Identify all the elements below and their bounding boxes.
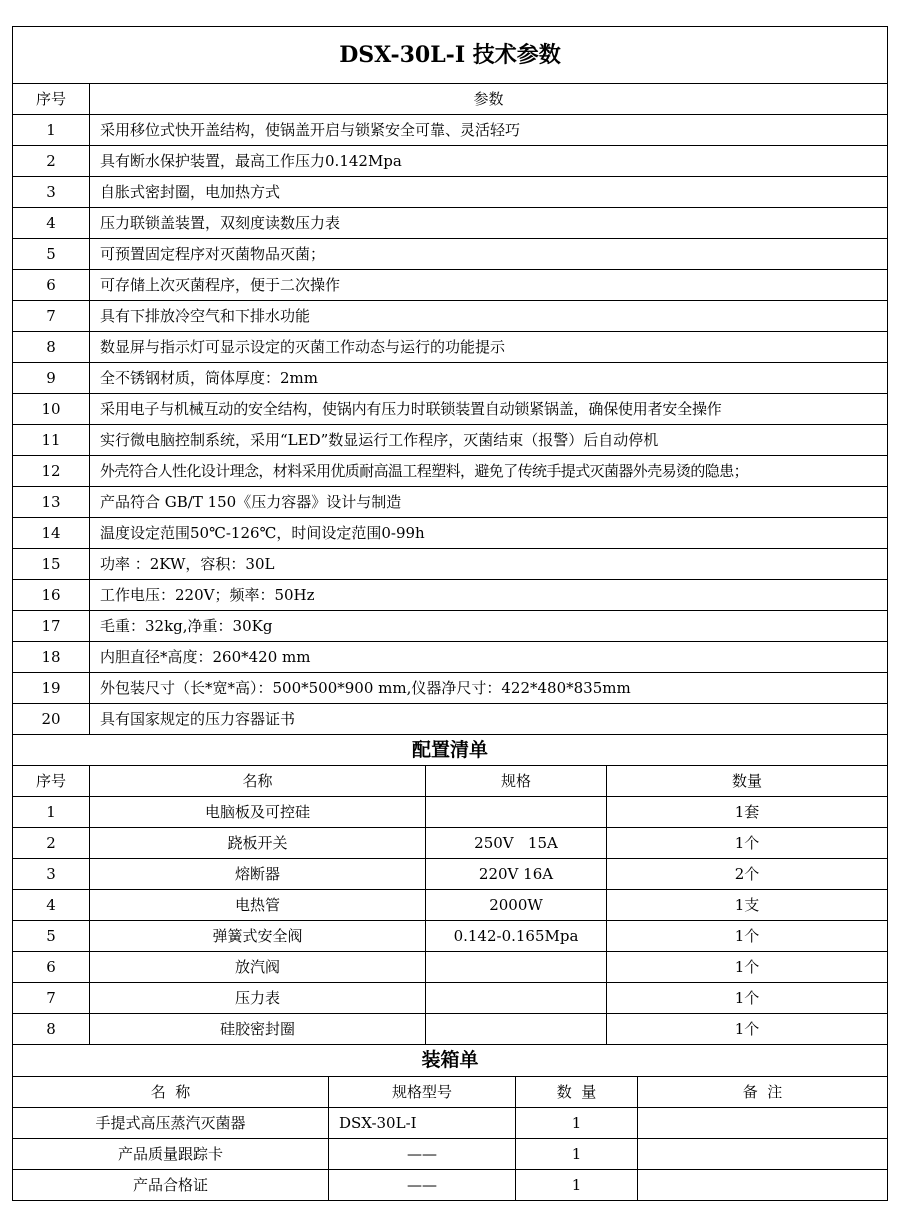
params-table xyxy=(12,26,888,735)
param-text: 外包装尺寸（长*宽*高）：500*500*900 mm,仪器净尺寸：422*480*835mm xyxy=(90,673,888,704)
packing-row xyxy=(13,1108,888,1139)
param-text: 可存储上次灭菌程序，便于二次操作 xyxy=(90,270,888,301)
params-header-no: 序号 xyxy=(13,84,90,115)
config-table xyxy=(12,734,888,1045)
config-row xyxy=(13,921,888,952)
config-no: 5 xyxy=(13,921,90,952)
param-no: 9 xyxy=(13,363,90,394)
config-qty: 1个 xyxy=(607,952,888,983)
document-title: DSX-30L-I 技术参数 xyxy=(13,27,888,84)
packing-model: DSX-30L-I xyxy=(329,1108,516,1139)
params-row xyxy=(13,394,888,425)
param-text: 工作电压：220V；频率：50Hz xyxy=(90,580,888,611)
param-text: 压力联锁盖装置，双刻度读数压力表 xyxy=(90,208,888,239)
config-row xyxy=(13,983,888,1014)
config-spec xyxy=(426,1014,607,1045)
param-no: 13 xyxy=(13,487,90,518)
params-row xyxy=(13,208,888,239)
config-header-qty: 数量 xyxy=(607,766,888,797)
param-text: 具有断水保护装置，最高工作压力0.142Mpa xyxy=(90,146,888,177)
config-no: 7 xyxy=(13,983,90,1014)
config-qty: 1个 xyxy=(607,1014,888,1045)
packing-header-qty: 数 量 xyxy=(516,1077,638,1108)
config-qty: 1个 xyxy=(607,921,888,952)
params-row xyxy=(13,456,888,487)
params-row xyxy=(13,642,888,673)
packing-model: —— xyxy=(329,1139,516,1170)
packing-table xyxy=(12,1044,888,1201)
params-header-row xyxy=(13,84,888,115)
config-qty: 1套 xyxy=(607,797,888,828)
params-row xyxy=(13,177,888,208)
spec-sheet xyxy=(12,26,887,1201)
packing-remark xyxy=(638,1139,888,1170)
config-qty: 1个 xyxy=(607,828,888,859)
params-row xyxy=(13,611,888,642)
packing-header-model: 规格型号 xyxy=(329,1077,516,1108)
param-no: 3 xyxy=(13,177,90,208)
config-no: 4 xyxy=(13,890,90,921)
params-row xyxy=(13,518,888,549)
packing-qty: 1 xyxy=(516,1170,638,1201)
params-row xyxy=(13,363,888,394)
config-spec: 0.142-0.165Mpa xyxy=(426,921,607,952)
config-qty: 1支 xyxy=(607,890,888,921)
params-row xyxy=(13,301,888,332)
param-text: 温度设定范围50℃-126℃，时间设定范围0-99h xyxy=(90,518,888,549)
param-text: 采用移位式快开盖结构，使锅盖开启与锁紧安全可靠、灵活轻巧 xyxy=(90,115,888,146)
params-row xyxy=(13,239,888,270)
params-row xyxy=(13,487,888,518)
config-row xyxy=(13,890,888,921)
param-text: 采用电子与机械互动的安全结构，使锅内有压力时联锁装置自动锁紧锅盖，确保使用者安全操作 xyxy=(90,394,888,425)
config-name: 熔断器 xyxy=(90,859,426,890)
packing-header-name: 名 称 xyxy=(13,1077,329,1108)
config-name: 放汽阀 xyxy=(90,952,426,983)
packing-name: 手提式高压蒸汽灭菌器 xyxy=(13,1108,329,1139)
param-text: 全不锈钢材质，筒体厚度：2mm xyxy=(90,363,888,394)
param-no: 20 xyxy=(13,704,90,735)
param-no: 6 xyxy=(13,270,90,301)
param-text: 具有国家规定的压力容器证书 xyxy=(90,704,888,735)
config-header-spec: 规格 xyxy=(426,766,607,797)
param-no: 11 xyxy=(13,425,90,456)
params-header-param: 参数 xyxy=(90,84,888,115)
param-text: 自胀式密封圈，电加热方式 xyxy=(90,177,888,208)
config-qty: 1个 xyxy=(607,983,888,1014)
packing-header-remark: 备 注 xyxy=(638,1077,888,1108)
packing-name: 产品质量跟踪卡 xyxy=(13,1139,329,1170)
config-no: 3 xyxy=(13,859,90,890)
param-no: 7 xyxy=(13,301,90,332)
config-row xyxy=(13,797,888,828)
config-header-row xyxy=(13,766,888,797)
param-no: 16 xyxy=(13,580,90,611)
param-no: 15 xyxy=(13,549,90,580)
param-no: 10 xyxy=(13,394,90,425)
packing-qty: 1 xyxy=(516,1108,638,1139)
packing-header-row xyxy=(13,1077,888,1108)
config-spec xyxy=(426,797,607,828)
config-row xyxy=(13,828,888,859)
config-name: 电脑板及可控硅 xyxy=(90,797,426,828)
param-no: 1 xyxy=(13,115,90,146)
config-title: 配置清单 xyxy=(13,735,888,766)
params-row xyxy=(13,704,888,735)
config-spec: 220V 16A xyxy=(426,859,607,890)
config-qty: 2个 xyxy=(607,859,888,890)
config-spec: 2000W xyxy=(426,890,607,921)
config-row xyxy=(13,859,888,890)
config-name: 电热管 xyxy=(90,890,426,921)
params-row xyxy=(13,425,888,456)
param-no: 12 xyxy=(13,456,90,487)
packing-model: —— xyxy=(329,1170,516,1201)
param-text: 内胆直径*高度：260*420 mm xyxy=(90,642,888,673)
param-no: 8 xyxy=(13,332,90,363)
params-row xyxy=(13,270,888,301)
config-name: 弹簧式安全阀 xyxy=(90,921,426,952)
param-text: 可预置固定程序对灭菌物品灭菌； xyxy=(90,239,888,270)
params-row xyxy=(13,115,888,146)
config-name: 硅胶密封圈 xyxy=(90,1014,426,1045)
param-no: 18 xyxy=(13,642,90,673)
config-spec xyxy=(426,952,607,983)
param-text: 具有下排放冷空气和下排水功能 xyxy=(90,301,888,332)
packing-title: 装箱单 xyxy=(13,1045,888,1077)
params-row xyxy=(13,549,888,580)
params-row xyxy=(13,332,888,363)
config-no: 8 xyxy=(13,1014,90,1045)
param-no: 14 xyxy=(13,518,90,549)
packing-row xyxy=(13,1139,888,1170)
config-no: 1 xyxy=(13,797,90,828)
packing-name: 产品合格证 xyxy=(13,1170,329,1201)
param-text: 产品符合 GB/T 150《压力容器》设计与制造 xyxy=(90,487,888,518)
param-no: 2 xyxy=(13,146,90,177)
params-row xyxy=(13,580,888,611)
param-text: 功率 ：2KW，容积：30L xyxy=(90,549,888,580)
packing-qty: 1 xyxy=(516,1139,638,1170)
config-row xyxy=(13,952,888,983)
param-text: 实行微电脑控制系统，采用“LED”数显运行工作程序，灭菌结束（报警）后自动停机 xyxy=(90,425,888,456)
params-row xyxy=(13,673,888,704)
param-text: 毛重：32kg,净重：30Kg xyxy=(90,611,888,642)
config-name: 跷板开关 xyxy=(90,828,426,859)
config-header-no: 序号 xyxy=(13,766,90,797)
param-text: 外壳符合人性化设计理念，材料采用优质耐高温工程塑料，避免了传统手提式灭菌器外壳易烫的隐患； xyxy=(90,456,888,487)
param-no: 19 xyxy=(13,673,90,704)
config-spec: 250V 15A xyxy=(426,828,607,859)
param-no: 5 xyxy=(13,239,90,270)
packing-remark xyxy=(638,1108,888,1139)
packing-remark xyxy=(638,1170,888,1201)
config-spec xyxy=(426,983,607,1014)
param-no: 4 xyxy=(13,208,90,239)
param-no: 17 xyxy=(13,611,90,642)
config-no: 6 xyxy=(13,952,90,983)
config-name: 压力表 xyxy=(90,983,426,1014)
params-row xyxy=(13,146,888,177)
config-no: 2 xyxy=(13,828,90,859)
config-header-name: 名称 xyxy=(90,766,426,797)
packing-row xyxy=(13,1170,888,1201)
config-row xyxy=(13,1014,888,1045)
param-text: 数显屏与指示灯可显示设定的灭菌工作动态与运行的功能提示 xyxy=(90,332,888,363)
